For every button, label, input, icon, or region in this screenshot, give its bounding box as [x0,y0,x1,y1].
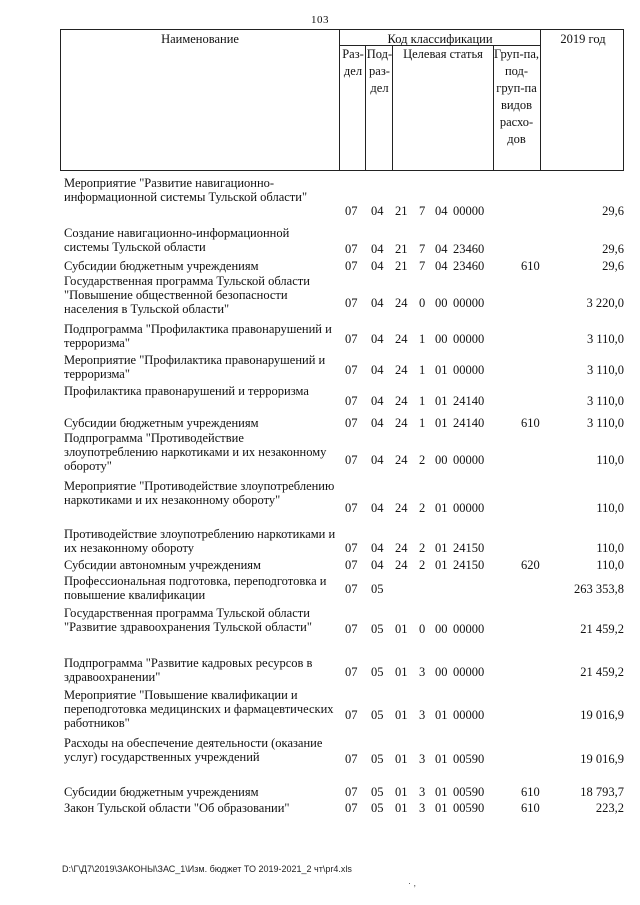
column-target: Целевая статья [403,47,483,61]
table-row: Государственная программа Тульской области "Развитие здравоохранения Тульской области" 07 05 01 0 00 00000 21 459,2 [64,606,624,636]
table-row: Мероприятие "Профилактика правонарушений и терроризма" 07 04 24 1 01 00000 3 110,0 [64,353,624,381]
table-row: Субсидии бюджетным учреждениям 07 04 21 7 04 23460 610 29,6 [64,259,624,273]
table-row: Подпрограмма "Развитие кадровых ресурсов в здравоохранении" 07 05 01 3 00 00000 21 459,2 [64,656,624,684]
table-row: Мероприятие "Повышение квалификации и переподготовка медицинских и фармацевтических работников" 07 05 01 3 01 00000 19 016,9 [64,688,624,730]
table-row: Подпрограмма "Профилактика правонарушений и терроризма" 07 04 24 1 00 00000 3 110,0 [64,322,624,350]
column-name: Наименование [161,32,239,46]
column-group: Груп-па, под-груп-па видов расхо-дов [494,47,539,146]
table-row: Противодействие злоупотреблению наркотиками и их незаконному обороту 07 04 24 2 01 24150 110,0 [64,527,624,555]
table-header [60,29,624,171]
column-year: 2019 год [560,32,606,46]
table-row: Субсидии автономным учреждениям 07 04 24 2 01 24150 620 110,0 [64,558,624,572]
header-divider [540,30,541,170]
table-row: Профилактика правонарушений и терроризма 07 04 24 1 01 24140 3 110,0 [64,384,624,408]
scan-mark: · , [408,878,416,888]
table-row: Профессиональная подготовка, переподготовка и повышение квалификации 07 05 263 353,8 [64,574,624,602]
table-row: Создание навигационно-информационной системы Тульской области 07 04 21 7 04 23460 29,6 [64,226,624,256]
column-podrazdel: Под-раз-дел [366,47,393,95]
table-row: Субсидии бюджетным учреждениям 07 04 24 1 01 24140 610 3 110,0 [64,416,624,430]
table-row: Государственная программа Тульской области "Повышение общественной безопасности населения в Тульской области" 07 04 24 0 00 00000 3 220,0 [64,274,624,316]
table-row: Субсидии бюджетным учреждениям 07 05 01 3 01 00590 610 18 793,7 [64,785,624,799]
column-code: Код классификации [387,32,493,46]
table-row: Мероприятие "Противодействие злоупотреблению наркотиками и их незаконному обороту" 07 04 24 2 01 00000 110,0 [64,479,624,515]
table-row: Расходы на обеспечение деятельности (оказание услуг) государственных учреждений 07 05 01 3 01 00590 19 016,9 [64,736,624,766]
table-row: Подпрограмма "Противодействие злоупотреблению наркотиками и их незаконному обороту" 07 04 24 2 00 00000 110,0 [64,431,624,473]
page-number: 103 [311,14,329,26]
file-path-footer: D:\Г\Д7\2019\ЗАКОНЫ\ЗАС_1\Изм. бюджет ТО 2019-2021_2 чт\pr4.xls [62,864,352,874]
table-body [60,176,624,815]
table-row: Закон Тульской области "Об образовании" 07 05 01 3 01 00590 610 223,2 [64,801,624,815]
table-row: Мероприятие "Развитие навигационно-информационной системы Тульской области" 07 04 21 7 04 00000 29,6 [64,176,624,218]
column-razdel: Раз-дел [342,47,364,78]
